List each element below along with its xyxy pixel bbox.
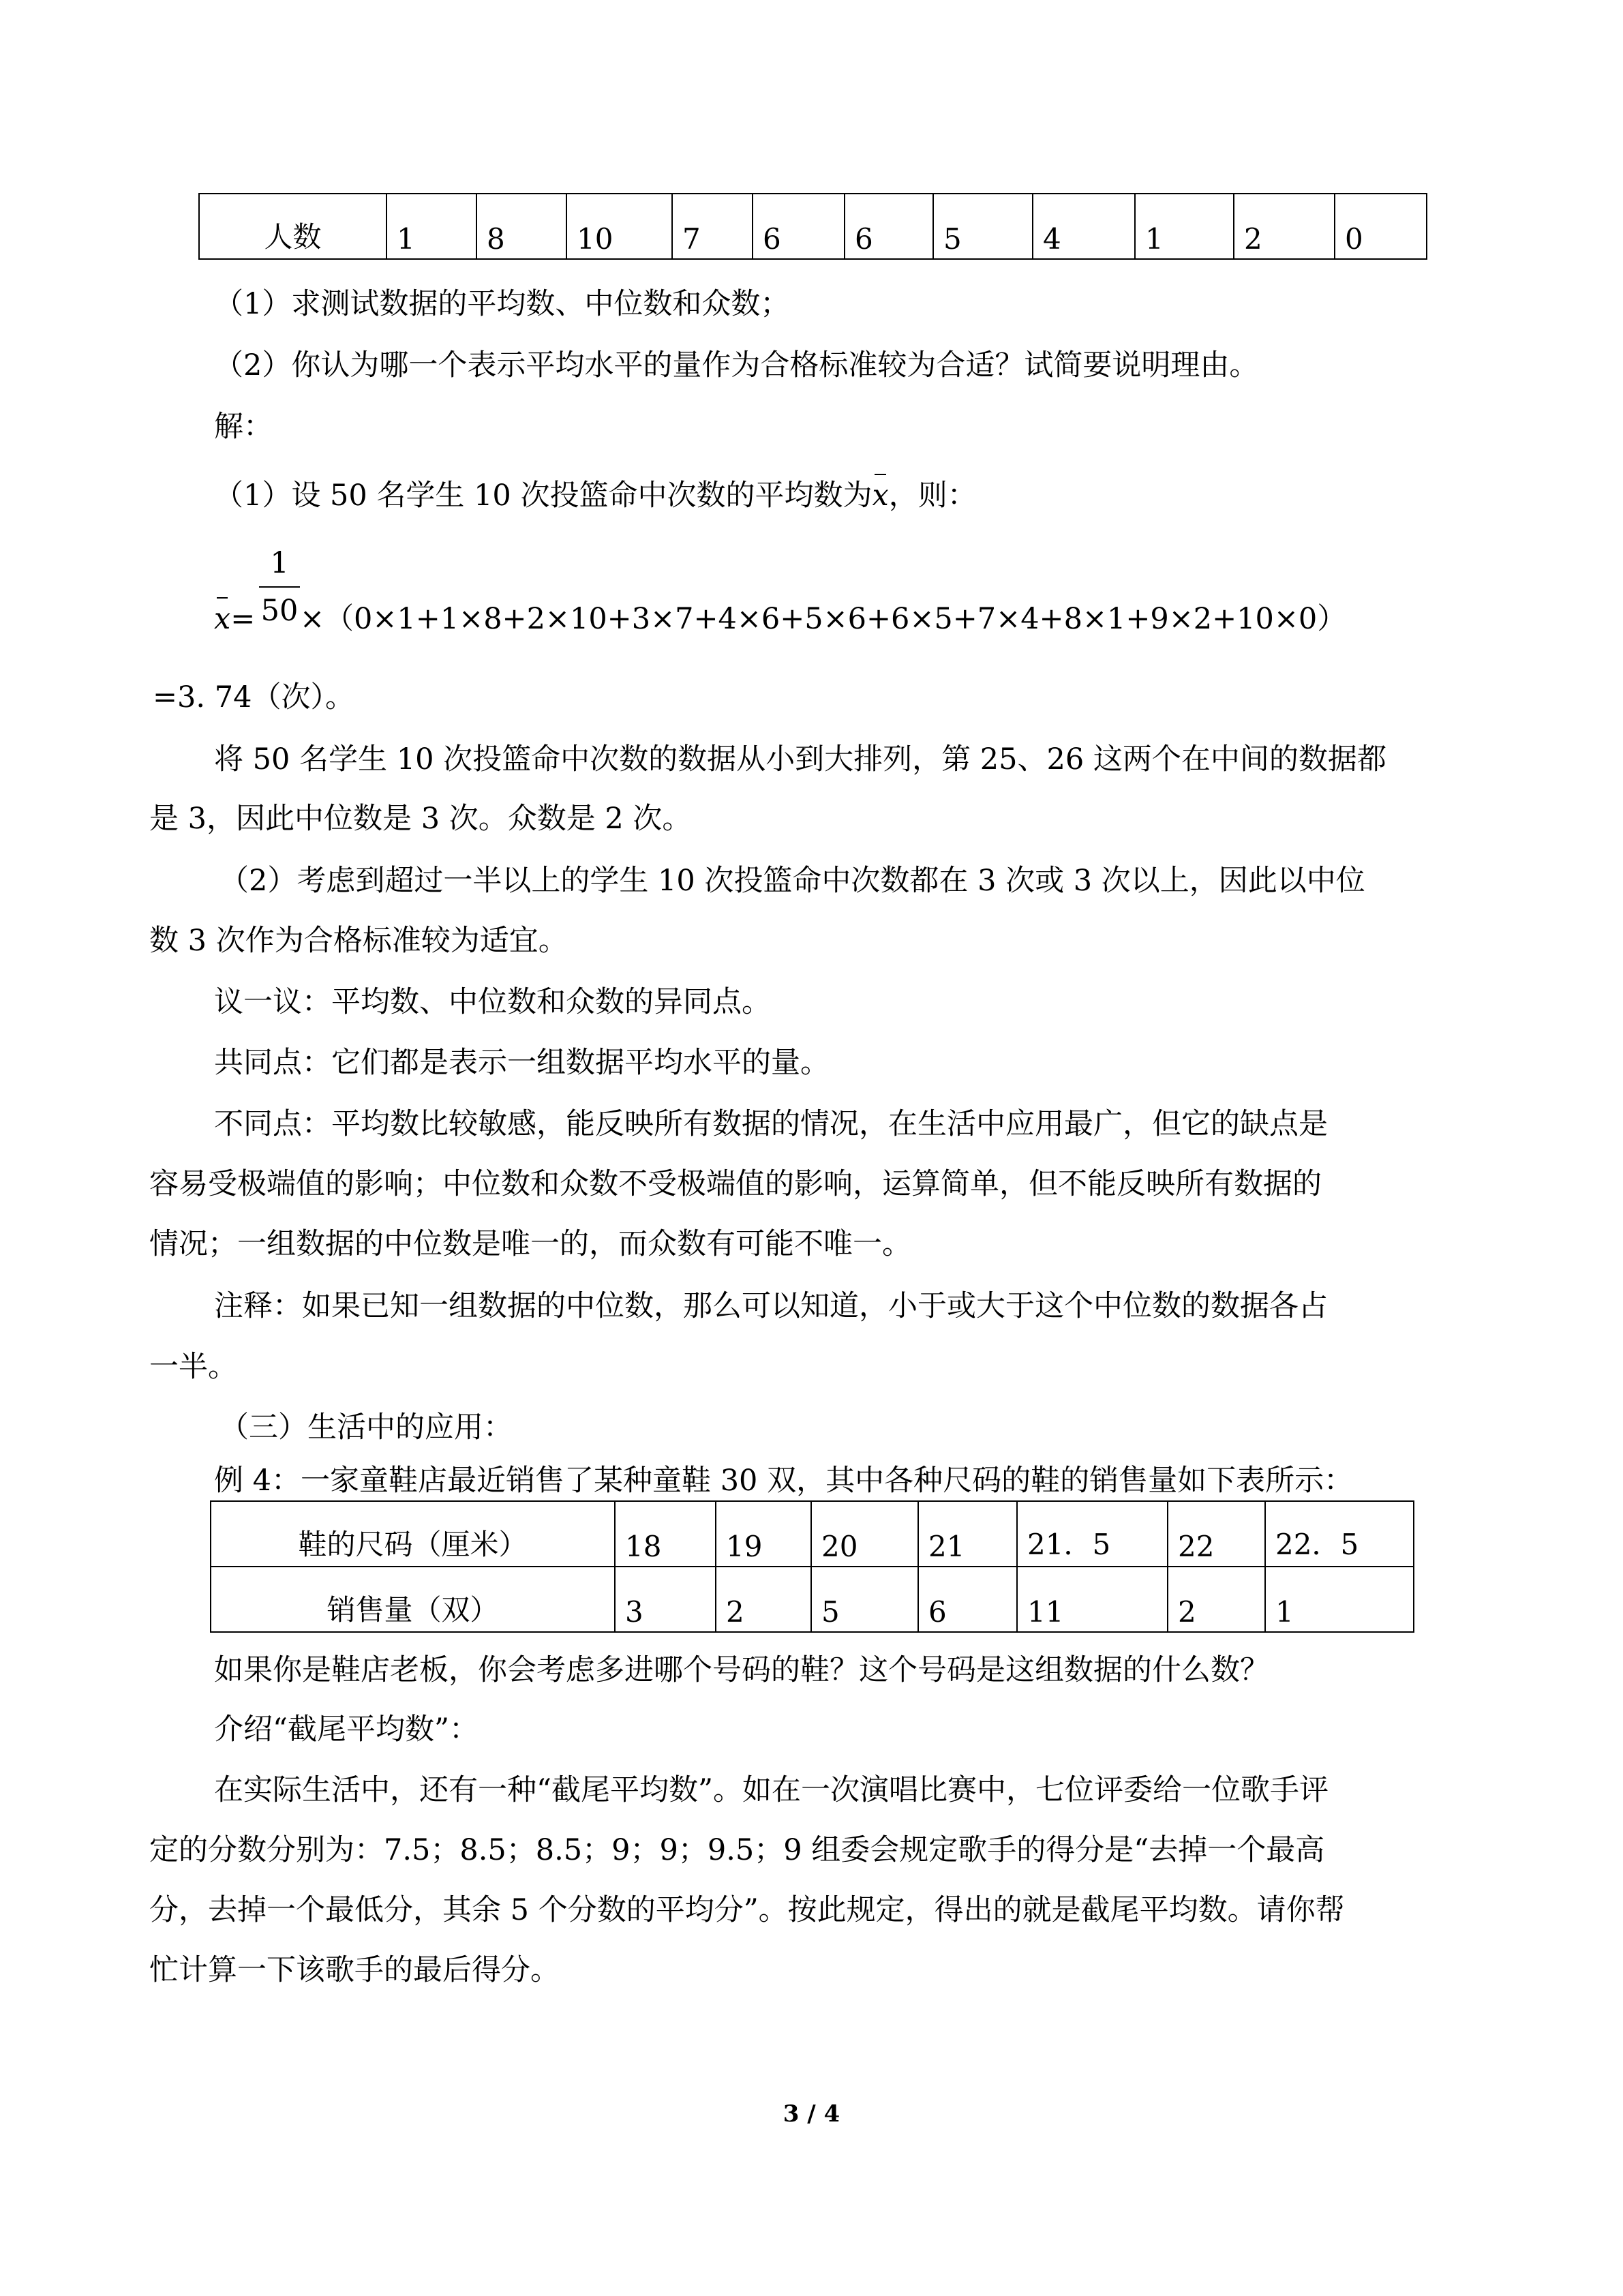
table-cell: 1: [1265, 1567, 1414, 1632]
similarities: 共同点：它们都是表示一组数据平均水平的量。: [214, 1046, 830, 1080]
shoe-sales-table: [210, 1500, 1414, 1633]
table-cell: 2: [1168, 1567, 1265, 1632]
solution-label: 解：: [214, 410, 273, 444]
table-cell: 11: [1017, 1567, 1168, 1632]
table-cell: 4: [1033, 194, 1135, 259]
solution-1-text: （1）设 50 名学生 10 次投篮命中次数的平均数为: [214, 479, 873, 513]
table-cell: 8: [476, 194, 566, 259]
fraction-denominator: 50: [260, 594, 299, 628]
table-cell: 21．5: [1017, 1501, 1168, 1567]
table-row: [211, 1501, 1414, 1567]
question-2: （2）你认为哪一个表示平均水平的量作为合格标准较为合适？试简要说明理由。: [214, 348, 1259, 382]
trimmed-mean-line-4: 忙计算一下该歌手的最后得分。: [149, 1953, 560, 1987]
row-label: 人数: [199, 194, 386, 259]
table-row: [199, 194, 1427, 259]
trimmed-mean-line-1: 在实际生活中，还有一种“截尾平均数”。如在一次演唱比赛中，七位评委给一位歌手评: [214, 1773, 1329, 1807]
table-cell: 22．5: [1265, 1501, 1414, 1567]
table-cell: 2: [716, 1567, 811, 1632]
trimmed-mean-line-3: 分，去掉一个最低分，其余 5 个分数的平均分”。按此规定，得出的就是截尾平均数。请你帮: [149, 1893, 1345, 1927]
trimmed-mean-line-2: 定的分数分别为：7.5；8.5；8.5；9；9；9.5；9 组委会规定歌手的得分是“去掉一个最高: [149, 1833, 1325, 1867]
table-cell: 0: [1335, 194, 1427, 259]
fraction: [259, 544, 300, 630]
differences-line-2: 容易受极端值的影响；中位数和众数不受极端值的影响，运算简单，但不能反映所有数据的: [149, 1167, 1322, 1201]
table-cell: 3: [615, 1567, 716, 1632]
row-label: 销售量（双）: [211, 1567, 615, 1632]
question-1: （1）求测试数据的平均数、中位数和众数；: [214, 287, 790, 321]
table-cell: 10: [566, 194, 672, 259]
table-cell: 6: [918, 1567, 1017, 1632]
differences-line-3: 情况；一组数据的中位数是唯一的，而众数有可能不唯一。: [149, 1227, 911, 1261]
note-line-1: 注释：如果已知一组数据的中位数，那么可以知道，小于或大于这个中位数的数据各占: [214, 1289, 1328, 1323]
mean-symbol: x: [872, 475, 888, 516]
table-cell: 7: [672, 194, 753, 259]
example-4: 例 4：一家童鞋店最近销售了某种童鞋 30 双，其中各种尺码的鞋的销售量如下表所示：: [214, 1464, 1354, 1498]
shop-question: 如果你是鞋店老板，你会考虑多进哪个号码的鞋？这个号码是这组数据的什么数？: [214, 1653, 1269, 1687]
table-cell: 22: [1168, 1501, 1265, 1567]
table-cell: 5: [933, 194, 1033, 259]
formula-mean-symbol: x: [214, 599, 230, 639]
solution-1-tail: ，则：: [888, 479, 977, 513]
fraction-numerator: 1: [270, 546, 289, 580]
hits-count-table: [198, 193, 1427, 260]
table-cell: 6: [753, 194, 845, 259]
answer-2-line-1: （2）考虑到超过一半以上的学生 10 次投篮命中次数都在 3 次或 3 次以上，因此以中位: [219, 864, 1365, 898]
table-cell: 2: [1234, 194, 1335, 259]
mean-result: =3. 74（次）。: [153, 680, 354, 714]
note-line-2: 一半。: [149, 1350, 237, 1384]
row-label: 鞋的尺码（厘米）: [211, 1501, 615, 1567]
fraction-bar: [259, 586, 300, 588]
solution-1-intro: [214, 475, 1472, 516]
page-number: 3 / 4: [783, 2100, 840, 2128]
section-heading: （三）生活中的应用：: [219, 1410, 513, 1445]
table-cell: 19: [716, 1501, 811, 1567]
trimmed-mean-intro: 介绍“截尾平均数”：: [214, 1712, 479, 1747]
table-cell: 21: [918, 1501, 1017, 1567]
table-cell: 1: [386, 194, 476, 259]
table-cell: 18: [615, 1501, 716, 1567]
differences-line-1: 不同点：平均数比较敏感，能反映所有数据的情况，在生活中应用最广，但它的缺点是: [214, 1107, 1328, 1141]
table-cell: 1: [1135, 194, 1234, 259]
table-row: [211, 1567, 1414, 1632]
answer-2-line-2: 数 3 次作为合格标准较为适宜。: [149, 924, 568, 958]
discussion-heading: 议一议：平均数、中位数和众数的异同点。: [214, 985, 771, 1019]
median-paragraph-line-1: 将 50 名学生 10 次投篮命中次数的数据从小到大排列，第 25、26 这两个在中间的数据都: [214, 742, 1386, 776]
formula-equals: =: [230, 602, 256, 636]
table-cell: 5: [811, 1567, 918, 1632]
formula-expression: ×（0×1+1×8+2×10+3×7+4×6+5×6+6×5+7×4+8×1+9×2+10×0）: [300, 602, 1347, 636]
table-cell: 6: [845, 194, 933, 259]
median-paragraph-line-2: 是 3，因此中位数是 3 次。众数是 2 次。: [149, 802, 692, 836]
table-cell: 20: [811, 1501, 918, 1567]
